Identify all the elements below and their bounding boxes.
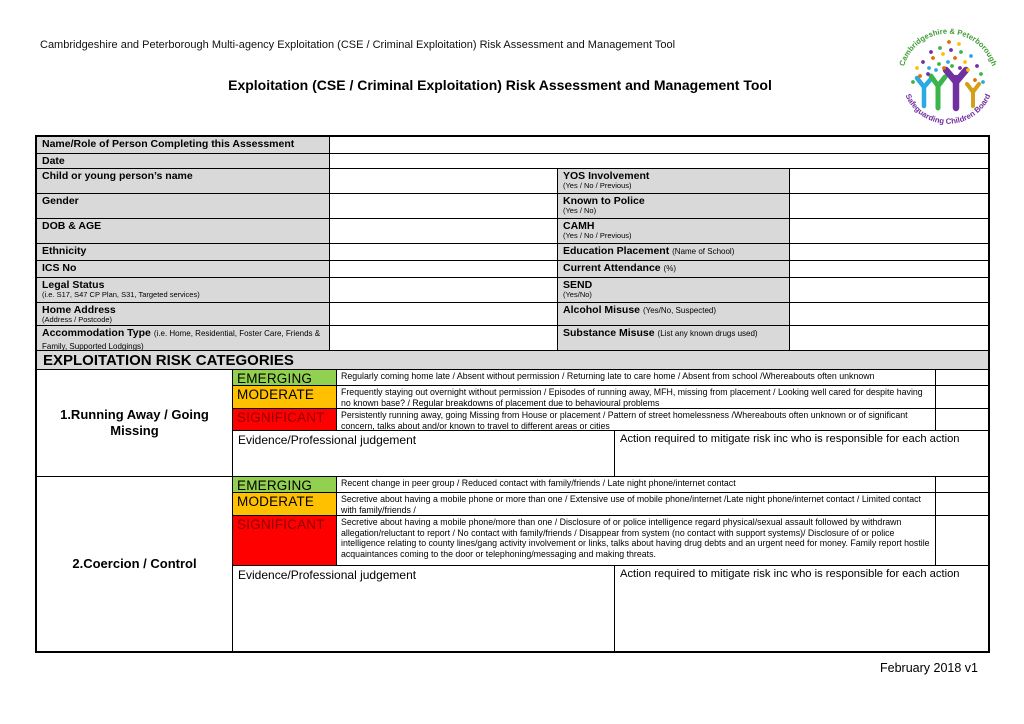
evidence-judgement-cell[interactable]: Evidence/Professional judgement <box>238 433 417 447</box>
field-value-dob-age[interactable] <box>329 219 557 243</box>
row-ethnicity-education <box>37 243 988 260</box>
field-label-yos-involvement: YOS Involvement (Yes / No / Previous) <box>557 169 789 193</box>
field-label-current-attendance: Current Attendance (%) <box>557 261 789 277</box>
field-value-home-address[interactable] <box>329 303 557 325</box>
field-value-camh[interactable] <box>789 219 988 243</box>
risk-level-significant-label: SIGNIFICANT <box>233 409 336 430</box>
risk-description-emerging: Regularly coming home late / Absent without permission / Returning late to care home / Absent from school /Whereabouts often unknown <box>336 370 935 385</box>
row-date <box>37 153 988 168</box>
field-value-substance-misuse[interactable] <box>789 326 988 350</box>
field-value-child-name[interactable] <box>329 169 557 193</box>
assessment-table <box>35 135 990 653</box>
risk-level-emerging-label: EMERGING <box>233 370 336 385</box>
field-label-home-address: Home Address (Address / Postcode) <box>37 303 329 325</box>
field-label-known-to-police: Known to Police (Yes / No) <box>557 194 789 218</box>
evidence-action-row <box>233 566 988 651</box>
risk-description-moderate: Frequently staying out overnight without permission / Episodes of running away, MFH, missing from placement / Looking well cared for despite having no known base? / Regular breakdowns of placement due to behavioural problems <box>336 386 935 408</box>
action-required-cell[interactable]: Action required to mitigate risk inc who is responsible for each action <box>614 431 988 476</box>
risk-row-moderate <box>233 493 988 516</box>
risk-blank-cell[interactable] <box>935 516 988 565</box>
risk-category-running-away <box>37 369 988 476</box>
field-value-legal-status[interactable] <box>329 278 557 302</box>
risk-level-moderate-label: MODERATE <box>233 386 336 408</box>
risk-blank-cell[interactable] <box>935 370 988 385</box>
field-label-legal-status: Legal Status (i.e. S17, S47 CP Plan, S31, Targeted services) <box>37 278 329 302</box>
field-label-camh: CAMH (Yes / No / Previous) <box>557 219 789 243</box>
field-value-gender[interactable] <box>329 194 557 218</box>
document-header-line: Cambridgeshire and Peterborough Multi-agency Exploitation (CSE / Criminal Exploitation) Risk Assessment and Management Tool <box>40 39 676 51</box>
field-label-accommodation-type: Accommodation Type (i.e. Home, Residential, Foster Care, Friends & Family, Supported Lodgings) <box>37 326 329 350</box>
risk-blank-cell[interactable] <box>935 477 988 492</box>
version-footer: February 2018 v1 <box>880 661 978 675</box>
risk-description-emerging: Recent change in peer group / Reduced contact with family/friends / Late night phone/internet contact <box>336 477 935 492</box>
field-label-dob-age: DOB & AGE <box>37 219 329 243</box>
risk-level-significant-label: SIGNIFICANT <box>233 516 336 565</box>
logo-arc-bottom-text: Safeguarding Children Board <box>903 92 993 126</box>
field-value-ethnicity[interactable] <box>329 244 557 260</box>
risk-row-emerging <box>233 370 988 386</box>
field-label-substance-misuse: Substance Misuse (List any known drugs used) <box>557 326 789 350</box>
field-value-name-role[interactable] <box>329 137 988 153</box>
page-title: Exploitation (CSE / Criminal Exploitation) Risk Assessment and Management Tool <box>228 77 772 93</box>
risk-category-coercion-control <box>37 476 988 651</box>
field-value-education-placement[interactable] <box>789 244 988 260</box>
row-name-role <box>37 137 988 153</box>
field-value-known-to-police[interactable] <box>789 194 988 218</box>
field-label-alcohol-misuse: Alcohol Misuse (Yes/No, Suspected) <box>557 303 789 325</box>
field-label-ics-no: ICS No <box>37 261 329 277</box>
risk-categories-header: EXPLOITATION RISK CATEGORIES <box>37 350 988 369</box>
row-icsno-attendance <box>37 260 988 277</box>
risk-row-significant <box>233 409 988 431</box>
risk-level-emerging-label: EMERGING <box>233 477 336 492</box>
field-value-date[interactable] <box>329 154 988 168</box>
field-value-alcohol-misuse[interactable] <box>789 303 988 325</box>
row-address-alcohol <box>37 302 988 325</box>
safeguarding-children-board-logo <box>892 24 1004 134</box>
evidence-judgement-cell[interactable]: Evidence/Professional judgement <box>238 568 417 582</box>
field-label-name-role: Name/Role of Person Completing this Assessment <box>37 137 329 153</box>
field-label-child-name: Child or young person’s name <box>37 169 329 193</box>
field-label-send: SEND (Yes/No) <box>557 278 789 302</box>
risk-row-moderate <box>233 386 988 409</box>
evidence-action-row <box>233 431 988 476</box>
risk-description-moderate: Secretive about having a mobile phone or more than one / Extensive use of mobile phone/internet /Late night phone/internet contact / Limited contact with family/friends / <box>336 493 935 515</box>
risk-level-moderate-label: MODERATE <box>233 493 336 515</box>
logo-arc-top-text: Cambridgeshire & Peterborough <box>897 26 999 68</box>
field-value-yos-involvement[interactable] <box>789 169 988 193</box>
row-accommodation-substance <box>37 325 988 350</box>
field-value-ics-no[interactable] <box>329 261 557 277</box>
field-label-date: Date <box>37 154 329 168</box>
row-gender-police <box>37 193 988 218</box>
risk-category-name: 1.Running Away / Going Missing <box>60 407 209 438</box>
row-child-name-yos <box>37 168 988 193</box>
risk-blank-cell[interactable] <box>935 386 988 408</box>
risk-row-emerging <box>233 477 988 493</box>
risk-description-significant: Secretive about having a mobile phone/more than one / Disclosure of or police intelligence regard physical/sexual assault followed by withdrawn allegation/reluctant to report / No contact with family/friends / Disappear from system (no contact with support systems)/ Disclosure of or police intelligence relating to county lines/gang activity involvement or links, talks about having drug debts and an urgent need for money. Family report hostile acquaintances coming to the door or telephoning/messaging and making threats. <box>336 516 935 565</box>
risk-category-name: 2.Coercion / Control <box>72 556 197 571</box>
risk-blank-cell[interactable] <box>935 493 988 515</box>
risk-description-significant: Persistently running away, going Missing from House or placement / Pattern of street homelessness /Whereabouts often unknown or of significant concern, talks about and/or known to travel to different areas or cities <box>336 409 935 430</box>
field-label-gender: Gender <box>37 194 329 218</box>
field-value-send[interactable] <box>789 278 988 302</box>
action-required-cell[interactable]: Action required to mitigate risk inc who is responsible for each action <box>614 566 988 651</box>
risk-row-significant <box>233 516 988 566</box>
field-value-accommodation-type[interactable] <box>329 326 557 350</box>
field-label-ethnicity: Ethnicity <box>37 244 329 260</box>
row-legal-send <box>37 277 988 302</box>
field-label-education-placement: Education Placement (Name of School) <box>557 244 789 260</box>
row-dob-camh <box>37 218 988 243</box>
risk-blank-cell[interactable] <box>935 409 988 430</box>
field-value-current-attendance[interactable] <box>789 261 988 277</box>
